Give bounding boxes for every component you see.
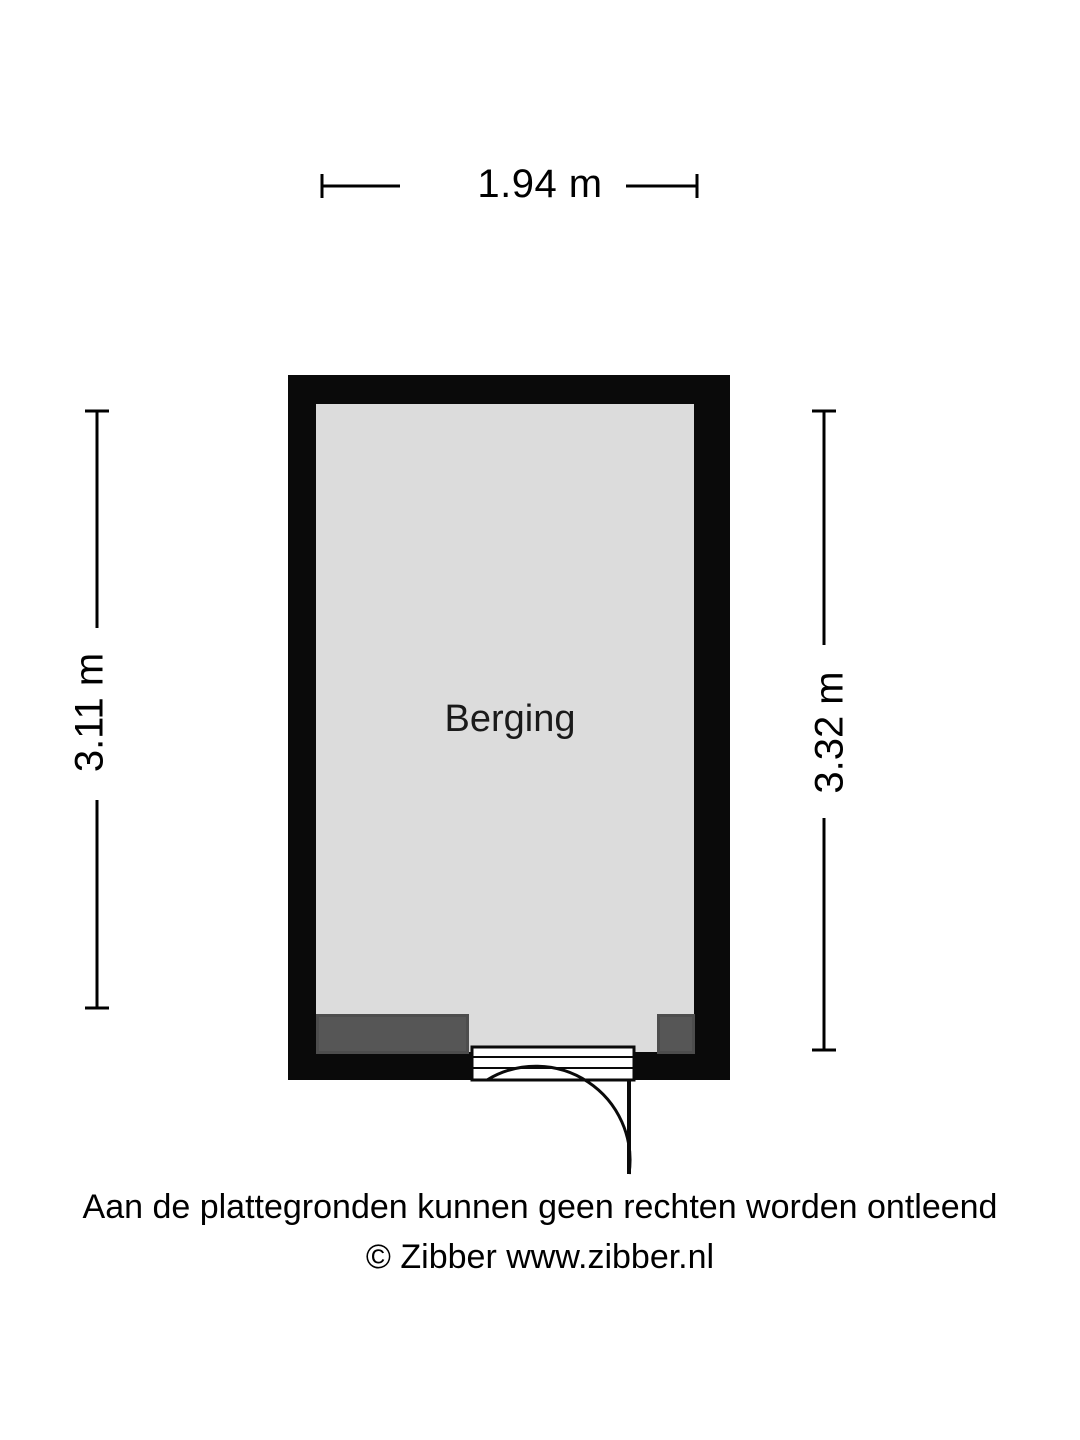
footer-credit: © Zibber www.zibber.nl [365,1237,715,1276]
dimension-label-left [68,563,113,863]
footer-disclaimer: Aan de plattegronden kunnen geen rechten worden ontleend [82,1188,998,1226]
dimension-label-left-text: 3.11 m [67,652,112,773]
dimension-label-right-text: 3.32 m [807,671,852,794]
room-label-berging: Berging [444,698,576,740]
footer [0,1186,1080,1279]
dimension-label-top [0,162,1080,207]
dimension-label-right [808,583,853,883]
dimension-label-top-text: 1.94 m [477,162,603,206]
